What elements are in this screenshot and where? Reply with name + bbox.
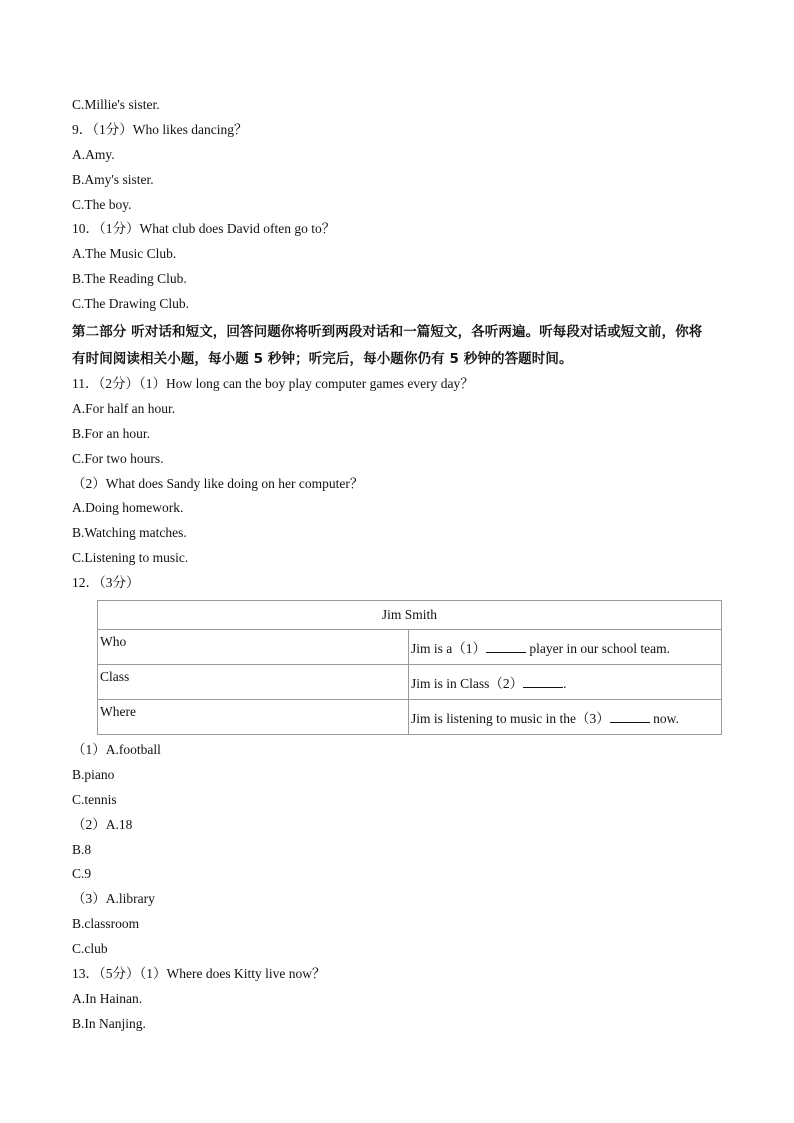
- row-text-before: Jim is in Class（2）: [411, 676, 524, 692]
- answer-option: B.Amy's sister.: [72, 171, 154, 187]
- row-label: Where: [98, 700, 409, 735]
- row-text-before: Jim is listening to music in the（3）: [411, 711, 610, 727]
- answer-option: C.Millie's sister.: [72, 97, 160, 112]
- row-value: [409, 665, 722, 700]
- question-9: 9．（1分）Who likes dancing？: [72, 121, 248, 137]
- table-row: [98, 700, 722, 735]
- row-text-after: .: [563, 676, 567, 692]
- answer-option: B.Watching matches.: [72, 525, 187, 541]
- row-label: Who: [98, 630, 409, 665]
- answer-option: A.For half an hour.: [72, 400, 176, 416]
- question-10: 10．（1分）What club does David often go to？: [72, 221, 336, 237]
- answer-option: B.classroom: [72, 916, 140, 932]
- questions-bottom: [72, 738, 724, 1037]
- answer-option: C.9: [72, 866, 92, 882]
- answer-option: A.In Hainan.: [72, 990, 143, 1006]
- row-text-after: player in our school team.: [526, 641, 670, 657]
- section-heading-line: 第二部分 听对话和短文，回答问题你将听到两段对话和一篇短文，各听两遍。听每段对话或短文前，你将: [72, 324, 703, 341]
- answer-option: （1）A.football: [72, 742, 161, 758]
- table-title-row: [98, 601, 722, 630]
- answer-option: （2）A.18: [72, 816, 133, 832]
- row-value: [409, 700, 722, 735]
- answer-option: C.club: [72, 941, 108, 957]
- row-label: Class: [98, 665, 409, 700]
- fill-in-blank: [523, 676, 563, 688]
- fill-in-blank: [610, 711, 650, 723]
- answer-option: B.The Reading Club.: [72, 271, 187, 287]
- answer-option: C.The Drawing Club.: [72, 296, 189, 312]
- answer-option: B.In Nanjing.: [72, 1015, 146, 1031]
- questions-mid: [72, 372, 724, 596]
- answer-option: A.Doing homework.: [72, 500, 184, 516]
- table-title: Jim Smith: [98, 601, 722, 630]
- answer-option: C.Listening to music.: [72, 550, 189, 566]
- fill-in-blank: [486, 641, 526, 653]
- answer-option: B.For an hour.: [72, 425, 151, 441]
- answer-option: C.tennis: [72, 791, 117, 807]
- answer-option: A.The Music Club.: [72, 246, 177, 262]
- answer-option: B.piano: [72, 766, 115, 782]
- row-value: [409, 630, 722, 665]
- question-11: 11．（2分）（1）How long can the boy play computer games every day？: [72, 376, 474, 392]
- answer-option: （3）A.library: [72, 891, 155, 907]
- info-table-wrapper: [97, 600, 722, 735]
- answer-option: B.8: [72, 841, 92, 857]
- table-row: [98, 630, 722, 665]
- answer-option: C.For two hours.: [72, 450, 164, 466]
- section-heading-line: 有时间阅读相关小题，每小题 5 秒钟；听完后，每小题你仍有 5 秒钟的答题时间。: [72, 350, 573, 367]
- question-13: 13．（5分）（1）Where does Kitty live now？: [72, 966, 326, 982]
- row-text-after: now.: [649, 711, 679, 727]
- table-row: [98, 665, 722, 700]
- answer-option: C.The boy.: [72, 196, 132, 212]
- page-content: [72, 93, 724, 1037]
- section-heading: [72, 319, 724, 372]
- question-11-part-2: （2）What does Sandy like doing on her computer？: [72, 475, 364, 491]
- questions-top: [72, 93, 724, 317]
- answer-option: A.Amy.: [72, 146, 115, 162]
- row-text-before: Jim is a（1）: [411, 641, 487, 657]
- info-table: [97, 600, 722, 735]
- question-12: 12．（3分）: [72, 575, 140, 591]
